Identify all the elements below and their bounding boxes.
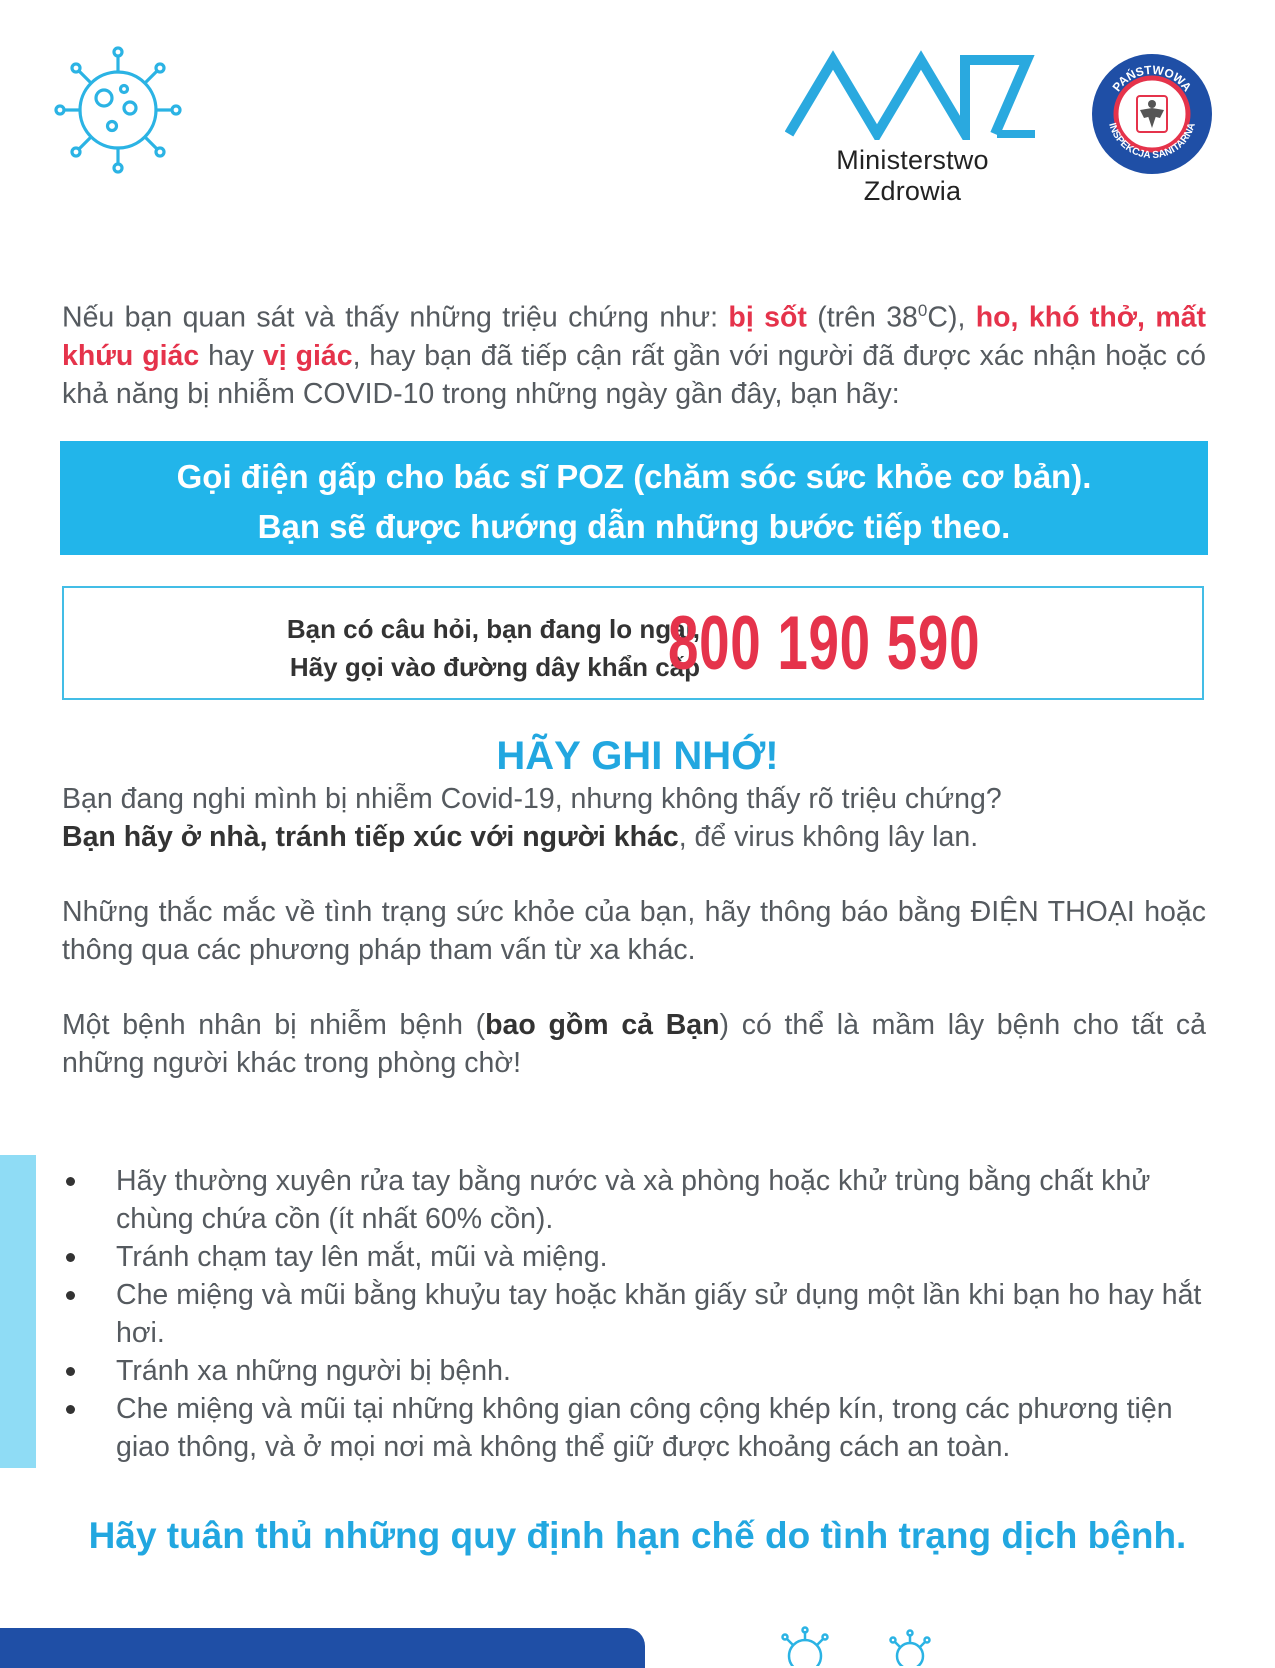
- hotline-question: Bạn có câu hỏi, bạn đang lo ngại, Hãy gọi vào đường dây khẩn cấp: [286, 614, 700, 682]
- closing-statement: Hãy tuân thủ những quy định hạn chế do tình trạng dịch bệnh.: [88, 1515, 1187, 1556]
- list-item: Che miệng và mũi tại những không gian công cộng khép kín, trong các phương tiện giao thông, và ở mọi nơi mà không thể giữ được khoảng cách an toàn.: [62, 1390, 1206, 1466]
- cta-line-2: Bạn sẽ được hướng dẫn những bước tiếp theo.: [257, 508, 1011, 545]
- bullet-icon: [66, 1291, 75, 1300]
- hotline-box: [62, 586, 1204, 700]
- prevention-list: [62, 1162, 1206, 1466]
- remember-paragraph-2: Những thắc mắc về tình trạng sức khỏe của bạn, hãy thông báo bằng ĐIỆN THOẠI hoặc thông qua các phương pháp tham vấn từ xa khác.: [62, 896, 1206, 966]
- footer-virus-icon: [775, 1626, 835, 1666]
- bullet-icon: [66, 1405, 75, 1414]
- footer-bar: [0, 1628, 645, 1668]
- list-item: Che miệng và mũi bằng khuỷu tay hoặc khăn giấy sử dụng một lần khi bạn ho hay hắt hơi.: [62, 1276, 1206, 1352]
- seal-text-bottom: INSPEKCJA SANITARNA: [1106, 121, 1198, 162]
- symptom-taste: vị giác: [262, 339, 353, 372]
- cta-line-1: Gọi điện gấp cho bác sĩ POZ (chăm sóc sức khỏe cơ bản).: [176, 458, 1092, 495]
- intro-paragraph: Nếu bạn quan sát và thấy những triệu chứng như: bị sốt (trên $38^0C$), ho, khó thở, mất khứu giác hay vị giác, hay bạn đã tiếp cận rất gần với người đã được xác nhận hoặc có khả năng bị nhiễm COVID-10 trong những ngày gần đây, bạn hãy:: [62, 301, 1207, 410]
- bullet-icon: [66, 1367, 75, 1376]
- ministry-name: Ministerstwo Zdrowia: [836, 145, 989, 206]
- bullet-icon: [66, 1253, 75, 1262]
- virus-icon: [52, 44, 184, 176]
- remember-paragraph-1: Bạn đang nghi mình bị nhiễm Covid-19, nhưng không thấy rõ triệu chứng? Bạn hãy ở nhà, tránh tiếp xúc với người khác, để virus không lây lan.: [62, 783, 1002, 853]
- side-accent-bar: [0, 1155, 36, 1468]
- call-doctor-banner: [60, 441, 1208, 555]
- remember-paragraph-3: Một bệnh nhân bị nhiễm bệnh (bao gồm cả Bạn) có thể là mầm lây bệnh cho tất cả những người khác trong phòng chờ!: [62, 1009, 1206, 1079]
- remember-heading: HÃY GHI NHỚ!: [496, 734, 779, 778]
- symptom-cough: ho, khó thở, mất khứu giác: [62, 301, 1207, 372]
- list-item: Hãy thường xuyên rửa tay bằng nước và xà phòng hoặc khử trùng bằng chất khử chùng chứa cồn (ít nhất 60% cồn).: [62, 1162, 1206, 1238]
- seal-text-top: PAŃSTWOWA: [1109, 62, 1195, 95]
- mz-logo-mark-icon: [785, 50, 1040, 140]
- sanitary-inspection-seal: [1090, 52, 1214, 176]
- list-item: Tránh xa những người bị bệnh.: [62, 1352, 1206, 1390]
- ministerstwo-zdrowia-logo: [785, 50, 1040, 206]
- footer-virus-icon: [885, 1626, 935, 1666]
- bullet-icon: [66, 1177, 75, 1186]
- symptom-fever: bị sốt: [728, 301, 807, 334]
- list-item: Tránh chạm tay lên mắt, mũi và miệng.: [62, 1238, 1206, 1276]
- hotline-number: 800 190 590: [668, 601, 981, 686]
